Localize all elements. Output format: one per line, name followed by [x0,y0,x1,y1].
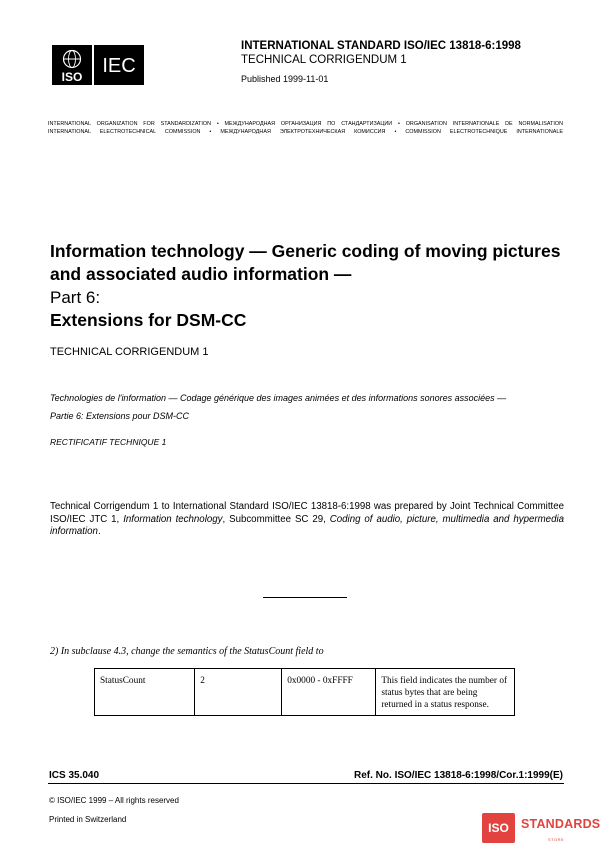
part-title: Extensions for DSM-CC [50,310,247,330]
store-logo-badge: ISO [482,813,515,843]
paragraph-text-mid: , Subcommittee SC 29, [222,513,330,525]
preparation-paragraph [50,501,564,539]
corrigendum-subtitle: TECHNICAL CORRIGENDUM 1 [241,54,407,66]
part-label: Part 6: [50,288,101,307]
iec-logo-text: IEC [102,55,136,77]
standard-title: INTERNATIONAL STANDARD ISO/IEC 13818-6:1998 [241,40,521,52]
bits-cell: 2 [195,669,282,716]
french-title-line-1: Technologies de l'information — Codage générique des images animées et des informations sonores associées — [50,393,507,403]
section-divider [263,597,347,598]
printed-location: Printed in Switzerland [49,815,127,824]
range-cell: 0x0000 - 0xFFFF [282,669,376,716]
iso-logo [52,45,92,85]
store-logo-tag: STORE [548,837,565,842]
organization-line-iso: INTERNATIONAL ORGANIZATION FOR STANDARDIZATION • МЕЖДУНАРОДНАЯ ОРГАНИЗАЦИЯ ПО СТАНДАРТИЗАЦИИ • ORGANISATION INTERNATIONALE DE NORMALISATION [48,121,563,127]
french-title-line-2: Partie 6: Extensions pour DSM-CC [50,411,190,421]
reference-number: Ref. No. ISO/IEC 13818-6:1998/Cor.1:1999(E) [354,770,563,781]
status-count-table [94,668,515,716]
iso-logo-text: ISO [61,70,83,84]
paragraph-text-end: . [97,526,101,537]
table-row [95,669,515,716]
french-corrigendum-label: RECTIFICATIF TECHNIQUE 1 [50,437,167,447]
corrigendum-label: TECHNICAL CORRIGENDUM 1 [50,346,209,358]
iec-logo [94,45,144,85]
published-date: Published 1999-11-01 [241,74,329,84]
store-logo-name: STANDARDS [521,817,600,831]
document-main-title: Information technology — Generic coding of moving pictures and associated audio information — [50,241,561,284]
description-cell: This field indicates the number of status bytes that are being returned in a status response. [376,669,515,716]
organization-line-iec: INTERNATIONAL ELECTROTECHNICAL COMMISSION • МЕЖДУНАРОДНАЯ ЭЛЕКТРОТЕХНИЧЕСКАЯ КОМИССИЯ • COMMISSION ELECTROTECHNIQUE INTERNATIONALE [48,129,563,135]
amendment-instruction: 2) In subclause 4.3, change the semantics of the StatusCount field to [50,646,324,657]
french-title [50,389,575,425]
copyright-notice: © ISO/IEC 1999 – All rights reserved [49,796,179,805]
field-name-cell: StatusCount [95,669,195,716]
paragraph-italic-1: Information technology [123,513,223,525]
paragraph-italic-2: Coding of audio, picture, multimedia and hypermedia information [50,513,564,537]
paragraph-text-start: Technical Corrigendum 1 to International Standard ISO/IEC 13818-6:1998 was prepared by Joint Technical Committee ISO/IEC JTC 1, [50,501,564,525]
ics-code: ICS 35.040 [49,770,100,781]
footer-rule [48,783,564,784]
